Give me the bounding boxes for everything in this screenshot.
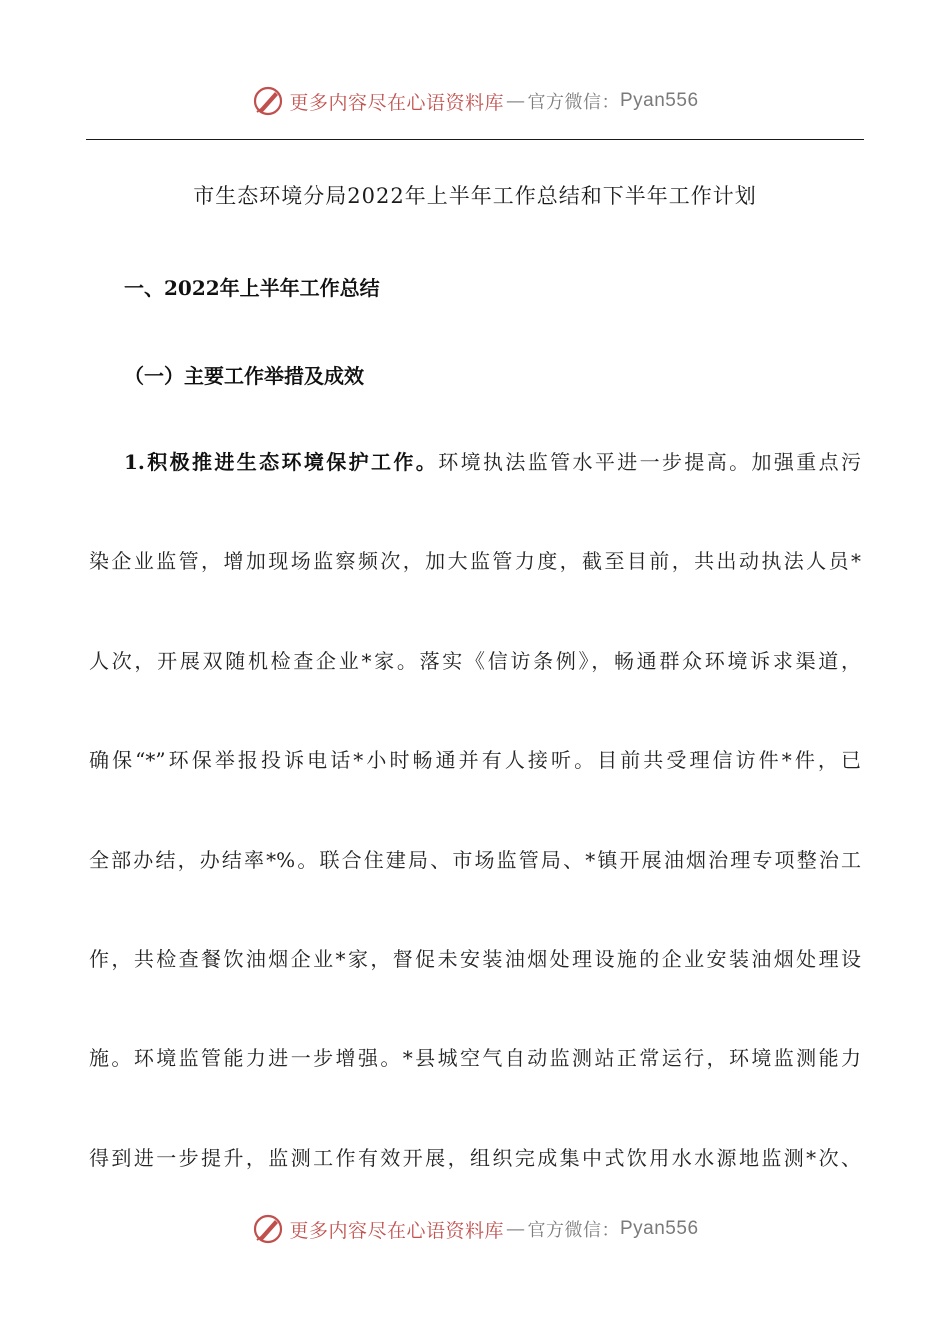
watermark-brand: 更多内容尽在心语资料库 xyxy=(289,91,504,114)
quill-logo-icon xyxy=(251,84,285,118)
paragraph-line-3: 人次，开展双随机检查企业*家。落实《信访条例》，畅通群众环境诉求渠道， xyxy=(89,649,861,673)
paragraph-line-2: 染企业监管，增加现场监察频次，加大监管力度，截至目前，共出动执法人员* xyxy=(89,549,861,573)
watermark-brand: 更多内容尽在心语资料库 xyxy=(289,1219,504,1242)
watermark-label: 官方微信： xyxy=(527,92,620,113)
watermark-wechat-id: Pyan556 xyxy=(620,90,699,111)
watermark-label: 官方微信： xyxy=(527,1220,620,1241)
paragraph-line-7: 施。环境监管能力进一步增强。*县城空气自动监测站正常运行，环境监测能力 xyxy=(89,1046,861,1070)
watermark-wechat-id: Pyan556 xyxy=(620,1218,699,1239)
section-heading-1: 一、2022年上半年工作总结 xyxy=(124,276,380,300)
header-divider xyxy=(86,139,864,140)
watermark-separator: — xyxy=(506,1218,526,1240)
paragraph-line-6: 作，共检查餐饮油烟企业*家，督促未安装油烟处理设施的企业安装油烟处理设 xyxy=(89,947,861,971)
paragraph-lead: 1.积极推进生态环境保护工作。 xyxy=(124,450,439,474)
paragraph-line-4: 确保“*”环保举报投诉电话*小时畅通并有人接听。目前共受理信访件*件，已 xyxy=(89,748,861,772)
paragraph-line-5: 全部办结，办结率*%。联合住建局、市场监管局、*镇开展油烟治理专项整治工 xyxy=(89,848,861,872)
quill-logo-icon xyxy=(251,1212,285,1246)
subsection-heading-1: （一）主要工作举措及成效 xyxy=(124,364,364,388)
watermark-separator: — xyxy=(506,90,526,112)
document-title: 市生态环境分局2022年上半年工作总结和下半年工作计划 xyxy=(193,184,757,208)
paragraph-line-8: 得到进一步提升，监测工作有效开展，组织完成集中式饮用水水源地监测*次、 xyxy=(89,1146,861,1170)
paragraph-line-1-text: 环境执法监管水平进一步提高。加强重点污 xyxy=(438,450,861,474)
footer-watermark xyxy=(0,1212,950,1246)
paragraph-line-1 xyxy=(124,448,861,476)
header-watermark xyxy=(0,84,950,118)
